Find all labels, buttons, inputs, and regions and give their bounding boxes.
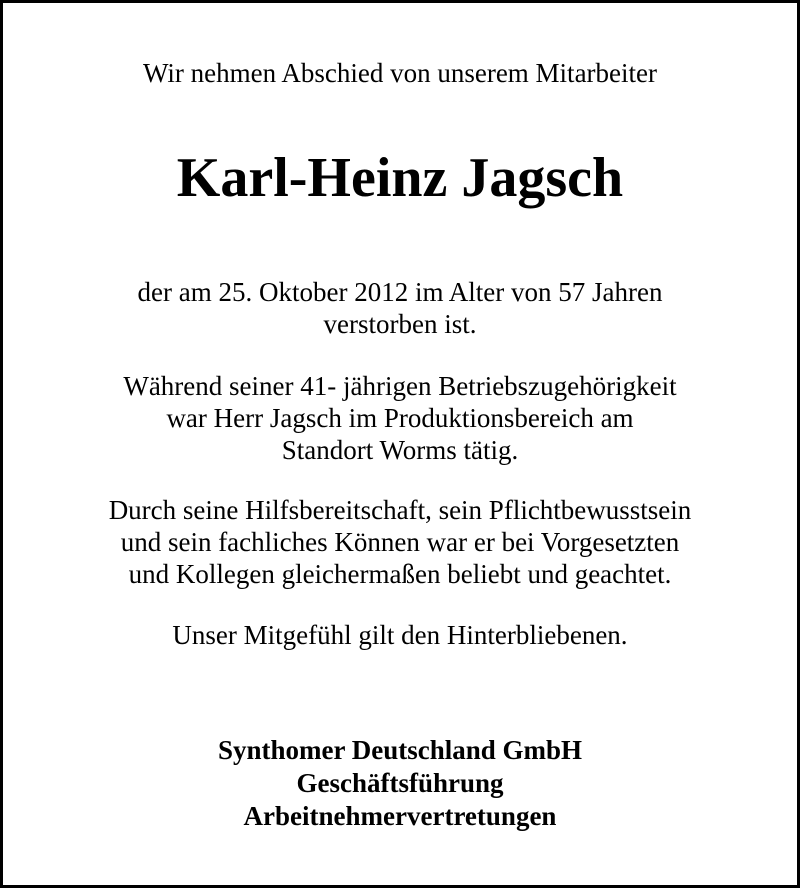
paragraph-4-line-1: Unser Mitgefühl gilt den Hinterbliebenen. — [172, 620, 628, 650]
paragraph-2-line-1: Während seiner 41- jährigen Betriebszugehörigkeit — [123, 371, 677, 401]
paragraph-1-line-2: verstorben ist. — [323, 309, 477, 339]
deceased-name: Karl-Heinz Jagsch — [176, 147, 624, 209]
employee-representatives-line: Arbeitnehmervertretungen — [243, 801, 557, 831]
paragraph-2-line-2: war Herr Jagsch im Produktionsbereich am — [166, 403, 634, 433]
management-line: Geschäftsführung — [296, 768, 504, 798]
company-name: Synthomer Deutschland GmbH — [217, 735, 583, 765]
paragraph-3-line-1: Durch seine Hilfsbereitschaft, sein Pflichtbewusstsein — [108, 495, 692, 525]
paragraph-2-line-3: Standort Worms tätig. — [281, 435, 519, 465]
paragraph-3-line-3: und Kollegen gleichermaßen beliebt und geachtet. — [128, 559, 672, 589]
paragraph-1-line-1: der am 25. Oktober 2012 im Alter von 57 Jahren — [137, 277, 663, 307]
paragraph-3-line-2: und sein fachliches Können war er bei Vorgesetzten — [120, 527, 680, 557]
intro-line: Wir nehmen Abschied von unserem Mitarbeiter — [142, 58, 657, 88]
